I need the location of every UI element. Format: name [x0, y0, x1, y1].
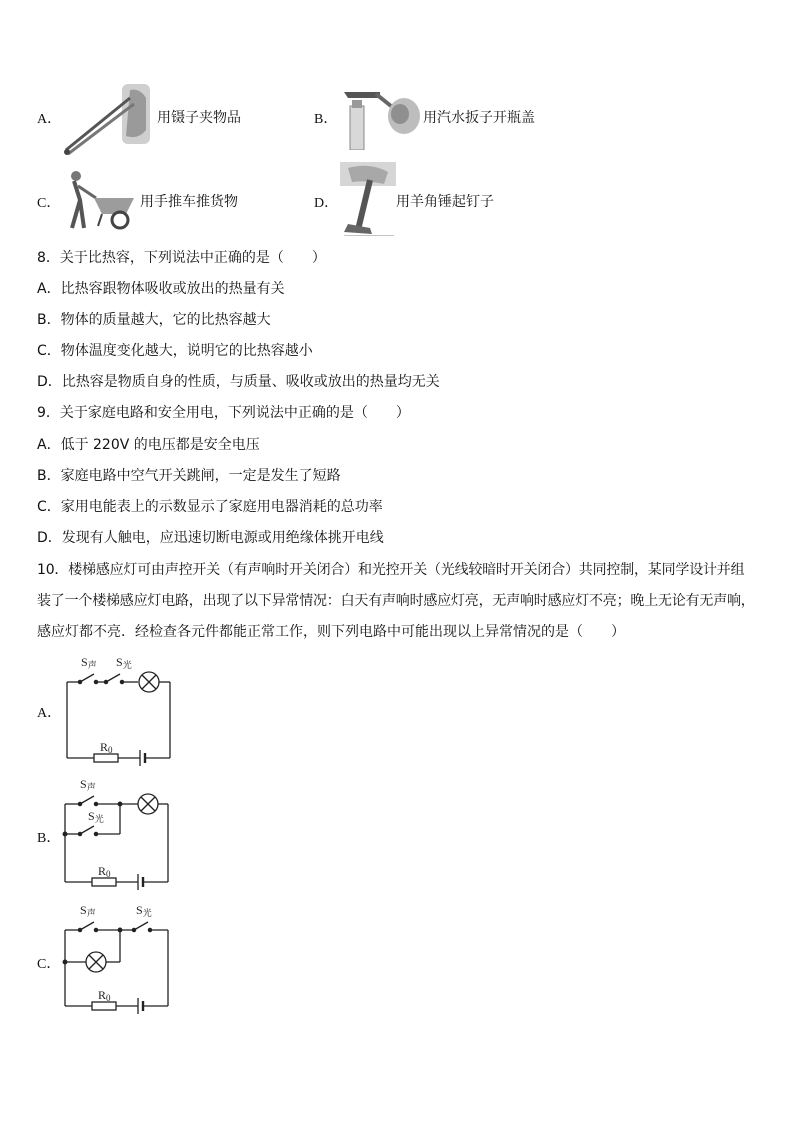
q7-option-c-text: 用手推车推货物 [140, 194, 238, 210]
q10-option-c-letter: C． [37, 957, 61, 972]
q9-option-d: D．发现有人触电，应迅速切断电源或用绝缘体挑开电线 [37, 530, 384, 546]
q10-option-a-letter: A． [37, 706, 62, 721]
q10-stem-line-2: 装了一个楼梯感应灯电路，出现了以下异常情况：白天有声响时感应灯亮，无声响时感应灯不亮；晚上无论有无声响， [37, 593, 755, 609]
bottle-opener-image [340, 84, 422, 150]
q9-option-c: C．家用电能表上的示数显示了家庭用电器消耗的总功率 [37, 499, 383, 515]
q8-option-a: A．比热容跟物体吸收或放出的热量有关 [37, 281, 285, 297]
s-sound-label: S声 [80, 777, 96, 792]
claw-hammer-image [340, 162, 396, 236]
q10-stem-line-1: 10．楼梯感应灯可由声控开关（有声响时开关闭合）和光控开关（光线较暗时开关闭合）共同控制，某同学设计并组 [37, 562, 745, 578]
r0-label: R0 [98, 988, 111, 1003]
circuit-b-diagram [58, 772, 178, 892]
q7-option-c-letter: C． [37, 196, 61, 211]
circuit-a-diagram [60, 650, 180, 768]
tweezers-image [60, 80, 152, 158]
wheelbarrow-image [58, 168, 138, 232]
q10-option-b-letter: B． [37, 831, 61, 846]
r0-label: R0 [100, 740, 113, 755]
s-sound-label: S声 [81, 655, 97, 670]
q10-stem-line-3: 感应灯都不亮．经检查各元件都能正常工作，则下列电路中可能出现以上异常情况的是（ ） [37, 624, 625, 640]
q7-option-a-letter: A． [37, 112, 62, 127]
q9-option-a: A．低于 220V 的电压都是安全电压 [37, 437, 260, 453]
q7-option-b-text: 用汽水扳子开瓶盖 [423, 110, 535, 126]
q7-option-d-letter: D． [314, 196, 339, 211]
q7-option-d-text: 用羊角锤起钉子 [396, 194, 494, 210]
q8-stem: 8．关于比热容，下列说法中正确的是（ ） [37, 250, 326, 266]
q9-option-b: B．家庭电路中空气开关跳闸，一定是发生了短路 [37, 468, 341, 484]
q8-option-c: C．物体温度变化越大，说明它的比热容越小 [37, 343, 313, 359]
s-light-label: S光 [136, 903, 152, 918]
q7-option-b-letter: B． [314, 112, 338, 127]
r0-label: R0 [98, 864, 111, 879]
s-light-label: S光 [116, 655, 132, 670]
q8-option-d: D．比热容是物质自身的性质，与质量、吸收或放出的热量均无关 [37, 374, 440, 390]
q9-stem: 9．关于家庭电路和安全用电，下列说法中正确的是（ ） [37, 405, 410, 421]
s-light-label: S光 [88, 809, 104, 824]
s-sound-label: S声 [80, 903, 96, 918]
q7-option-a-text: 用镊子夹物品 [157, 110, 241, 126]
circuit-c-diagram [58, 898, 178, 1016]
q8-option-b: B．物体的质量越大，它的比热容越大 [37, 312, 271, 328]
